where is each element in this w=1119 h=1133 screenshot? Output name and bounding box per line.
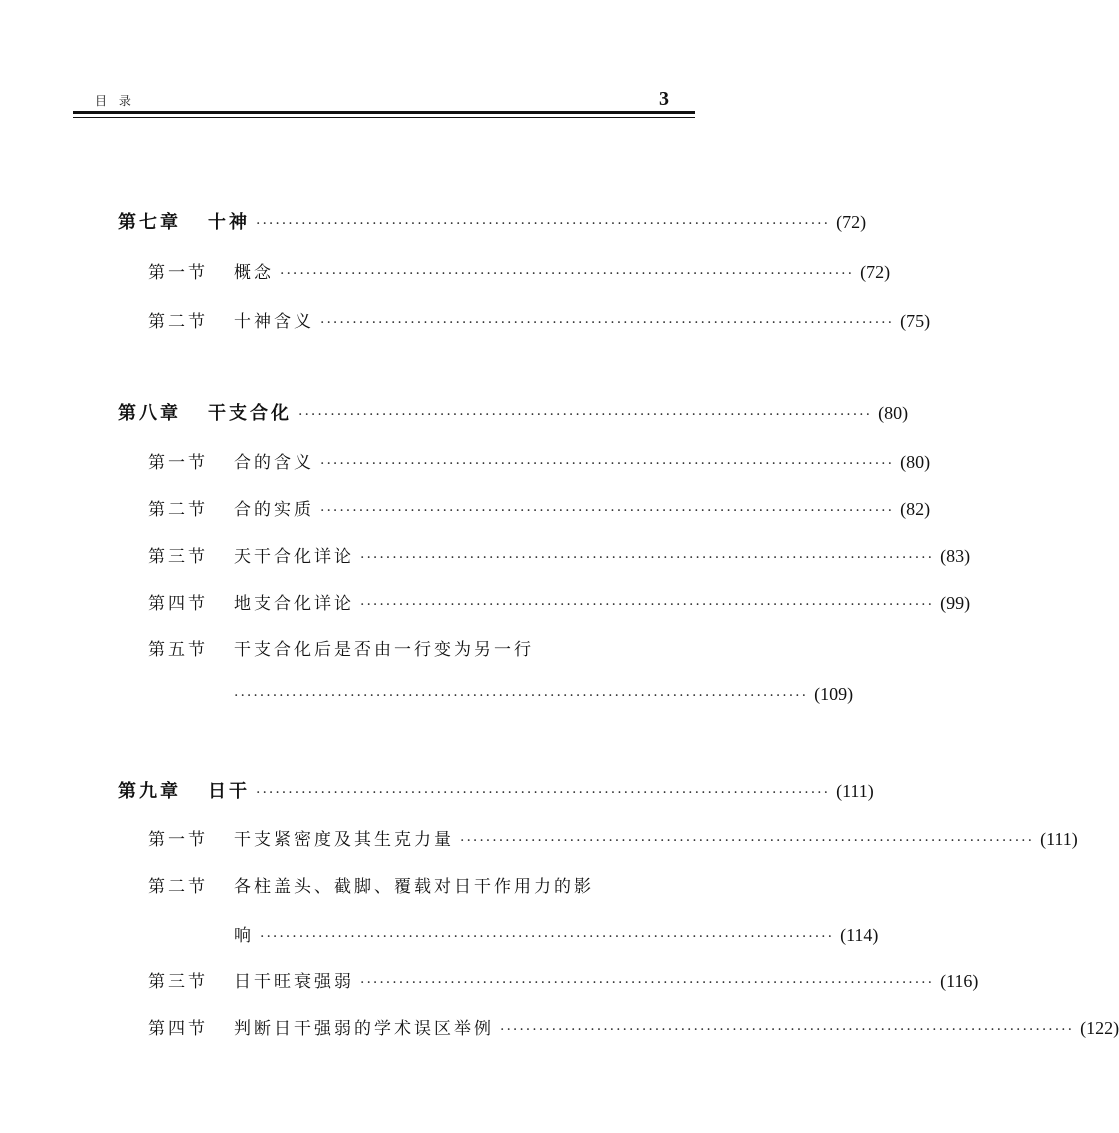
- section-number: 第一节: [148, 263, 208, 283]
- section-title: 判断日干强弱的学术误区举例: [234, 1019, 494, 1039]
- leader-dots: ·························································································: [260, 929, 835, 945]
- leader-dots: ·························································································: [298, 407, 873, 423]
- leader-dots: ·························································································: [234, 688, 809, 704]
- chapter-number: 第七章: [118, 212, 181, 233]
- section-number: 第二节: [148, 877, 208, 897]
- page-reference: (72): [860, 262, 891, 282]
- section-number: 第三节: [148, 547, 208, 567]
- toc-section-entry[interactable]: [148, 495, 931, 520]
- leader-dots: ·························································································: [360, 975, 935, 991]
- page-reference: (114): [840, 925, 879, 945]
- chapter-number: 第八章: [118, 403, 181, 424]
- leader-dots: ·························································································: [256, 785, 831, 801]
- page-reference: (111): [836, 781, 874, 801]
- toc-section-entry-line2[interactable]: [234, 684, 854, 705]
- toc-chapter-entry[interactable]: [118, 777, 874, 803]
- page-reference: (99): [940, 593, 971, 613]
- toc-section-entry[interactable]: [148, 589, 971, 614]
- section-title: 地支合化详论: [234, 594, 354, 614]
- section-number: 第二节: [148, 312, 208, 332]
- section-title: 各柱盖头、截脚、覆载对日干作用力的影: [234, 877, 594, 897]
- header-page-number: 3: [659, 88, 669, 110]
- page-reference: (82): [900, 499, 931, 519]
- section-title: 天干合化详论: [234, 547, 354, 567]
- toc-section-entry[interactable]: [148, 1014, 1119, 1039]
- page-reference: (116): [940, 971, 979, 991]
- toc-section-entry-line1[interactable]: [148, 872, 594, 897]
- section-number: 第四节: [148, 1019, 208, 1039]
- section-title: 十神含义: [234, 312, 314, 332]
- toc-chapter-entry[interactable]: [118, 208, 867, 234]
- toc-section-entry[interactable]: [148, 307, 931, 332]
- section-number: 第三节: [148, 972, 208, 992]
- toc-section-entry[interactable]: [148, 258, 891, 283]
- section-title: 合的含义: [234, 453, 314, 473]
- leader-dots: ·························································································: [500, 1022, 1075, 1038]
- running-header: [73, 86, 695, 120]
- section-number: 第一节: [148, 453, 208, 473]
- header-rule-thin: [73, 117, 695, 118]
- section-title: 概念: [234, 263, 274, 283]
- leader-dots: ·························································································: [320, 315, 895, 331]
- toc-chapter-entry[interactable]: [118, 399, 909, 425]
- page-reference: (80): [878, 403, 909, 423]
- leader-dots: ·························································································: [320, 503, 895, 519]
- section-number: 第二节: [148, 500, 208, 520]
- page-reference: (111): [1040, 829, 1078, 849]
- section-number: 第一节: [148, 830, 208, 850]
- leader-dots: ·························································································: [256, 216, 831, 232]
- section-title: 干支紧密度及其生克力量: [234, 830, 454, 850]
- page-reference: (72): [836, 212, 867, 232]
- toc-section-entry[interactable]: [148, 542, 971, 567]
- page-reference: (83): [940, 546, 971, 566]
- section-title: 干支合化后是否由一行变为另一行: [234, 640, 534, 660]
- section-number: 第五节: [148, 640, 208, 660]
- header-rule-thick: [73, 111, 695, 114]
- section-title: 合的实质: [234, 500, 314, 520]
- page-reference: (80): [900, 452, 931, 472]
- page-reference: (75): [900, 311, 931, 331]
- page-reference: (109): [814, 684, 854, 704]
- toc-section-entry[interactable]: [148, 448, 931, 473]
- leader-dots: ·························································································: [320, 456, 895, 472]
- chapter-number: 第九章: [118, 781, 181, 802]
- toc-section-entry[interactable]: [148, 825, 1078, 850]
- page-reference: (122): [1080, 1018, 1119, 1038]
- chapter-title: 干支合化: [208, 403, 292, 424]
- header-section-title: 目 录: [95, 94, 135, 108]
- toc-section-entry-line1[interactable]: [148, 635, 534, 660]
- chapter-title: 十神: [208, 212, 250, 233]
- toc-section-entry-line2[interactable]: [234, 921, 879, 946]
- leader-dots: ·························································································: [360, 550, 935, 566]
- section-title-continued: 响: [234, 926, 254, 946]
- chapter-title: 日干: [208, 781, 250, 802]
- leader-dots: ·························································································: [460, 833, 1035, 849]
- leader-dots: ·························································································: [360, 597, 935, 613]
- section-title: 日干旺衰强弱: [234, 972, 354, 992]
- toc-section-entry[interactable]: [148, 967, 979, 992]
- section-number: 第四节: [148, 594, 208, 614]
- leader-dots: ·························································································: [280, 266, 855, 282]
